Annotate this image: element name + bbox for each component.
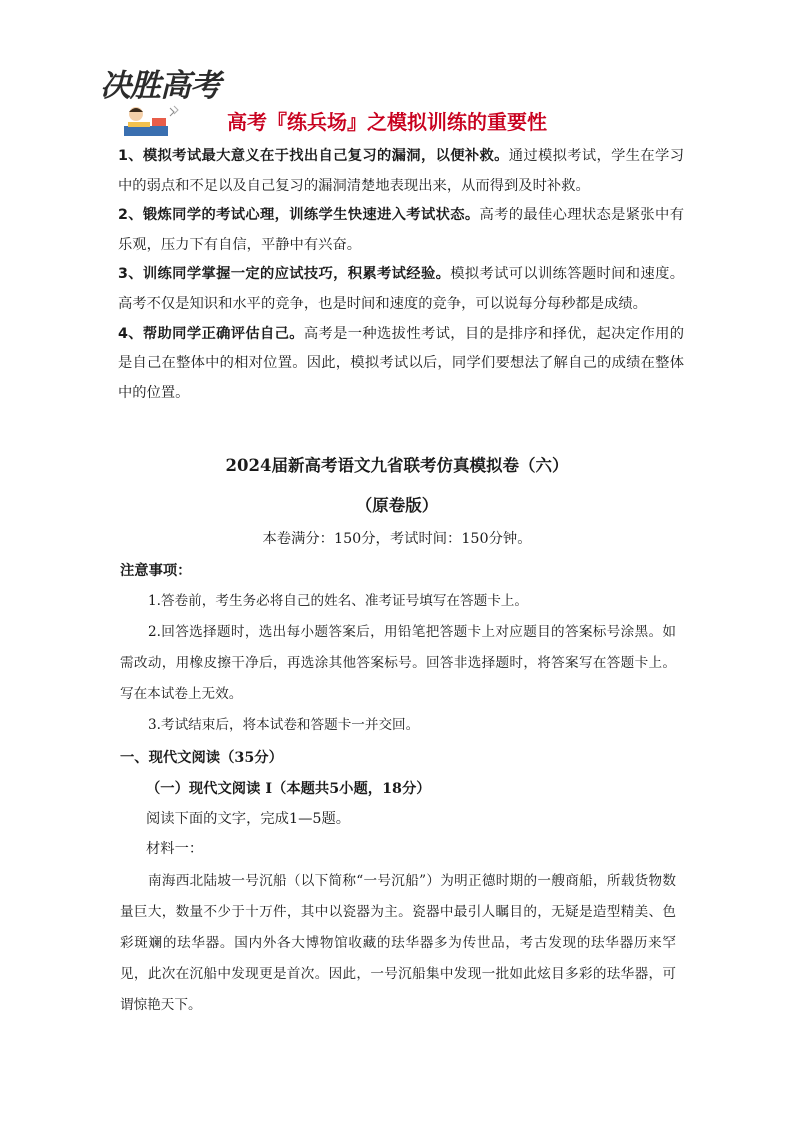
exam-subtitle: （原卷版） xyxy=(355,496,439,515)
notice-item: 3.考试结束后，将本试卷和答题卡一并交回。 xyxy=(148,717,420,733)
notice-heading: 注意事项： xyxy=(120,563,192,579)
intro-item: 3、训练同学掌握一定的应试技巧，积累考试经验。模拟考试可以训练答题时间和速度。高考不仅是知识和水平的竞争，也是时间和速度的竞争，可以说每分每秒都是成绩。 xyxy=(118,266,685,312)
exam-title: 2024届新高考语文九省联考仿真模拟卷（六） xyxy=(225,456,569,475)
section-heading: 一、现代文阅读（35分） xyxy=(120,750,283,766)
studying-kid-icon xyxy=(122,102,182,138)
notice-item: 1.答卷前，考生务必将自己的姓名、准考证号填写在答题卡上。 xyxy=(148,593,528,609)
logo-text: 决胜高考 xyxy=(100,68,220,104)
intro-section xyxy=(118,142,684,408)
notice-item: 2.回答选择题时，选出每小题答案后，用铅笔把答题卡上对应题目的答案标号涂黑。如需改动，用橡皮擦干净后，再选涂其他答案标号。回答非选择题时，将答案写在答题卡上。写在本试卷上无效。 xyxy=(120,624,676,702)
material-label: 材料一： xyxy=(146,841,204,857)
headline: 高考『练兵场』之模拟训练的重要性 xyxy=(227,110,547,134)
intro-item: 2、锻炼同学的考试心理，训练学生快速进入考试状态。高考的最佳心理状态是紧张中有乐观，压力下有自信，平静中有兴奋。 xyxy=(118,207,684,253)
reading-instruction: 阅读下面的文字，完成1—5题。 xyxy=(146,811,351,827)
intro-item: 1、模拟考试最大意义在于找出自己复习的漏洞，以便补救。通过模拟考试，学生在学习中的弱点和不足以及自己复习的漏洞清楚地表现出来，从而得到及时补救。 xyxy=(118,148,684,194)
passage-paragraph: 南海西北陆坡一号沉船（以下简称“一号沉船”）为明正德时期的一艘商船，所载货物数量巨大，数量不少于十万件，其中以瓷器为主。瓷器中最引人瞩目的，无疑是造型精美、色彩斑斓的珐华器。国内外各大博物馆收藏的珐华器多为传世品，考古发现的珐华器历来罕见，此次在沉船中发现更是首次。因此，一号沉船集中发现一批如此炫目多彩的珐华器，可谓惊艳天下。 xyxy=(120,873,676,1013)
exam-meta: 本卷满分：150分，考试时间：150分钟。 xyxy=(262,531,532,547)
subsection-heading: （一）现代文阅读 I（本题共5小题，18分） xyxy=(146,781,431,797)
notice-list xyxy=(120,586,676,741)
brand-logo xyxy=(100,60,230,138)
passage xyxy=(120,866,676,1021)
intro-item: 4、帮助同学正确评估自己。高考是一种选拔性考试，目的是排序和择优，起决定作用的是自己在整体中的相对位置。因此，模拟考试以后，同学们要想法了解自己的成绩在整体中的位置。 xyxy=(118,325,685,401)
